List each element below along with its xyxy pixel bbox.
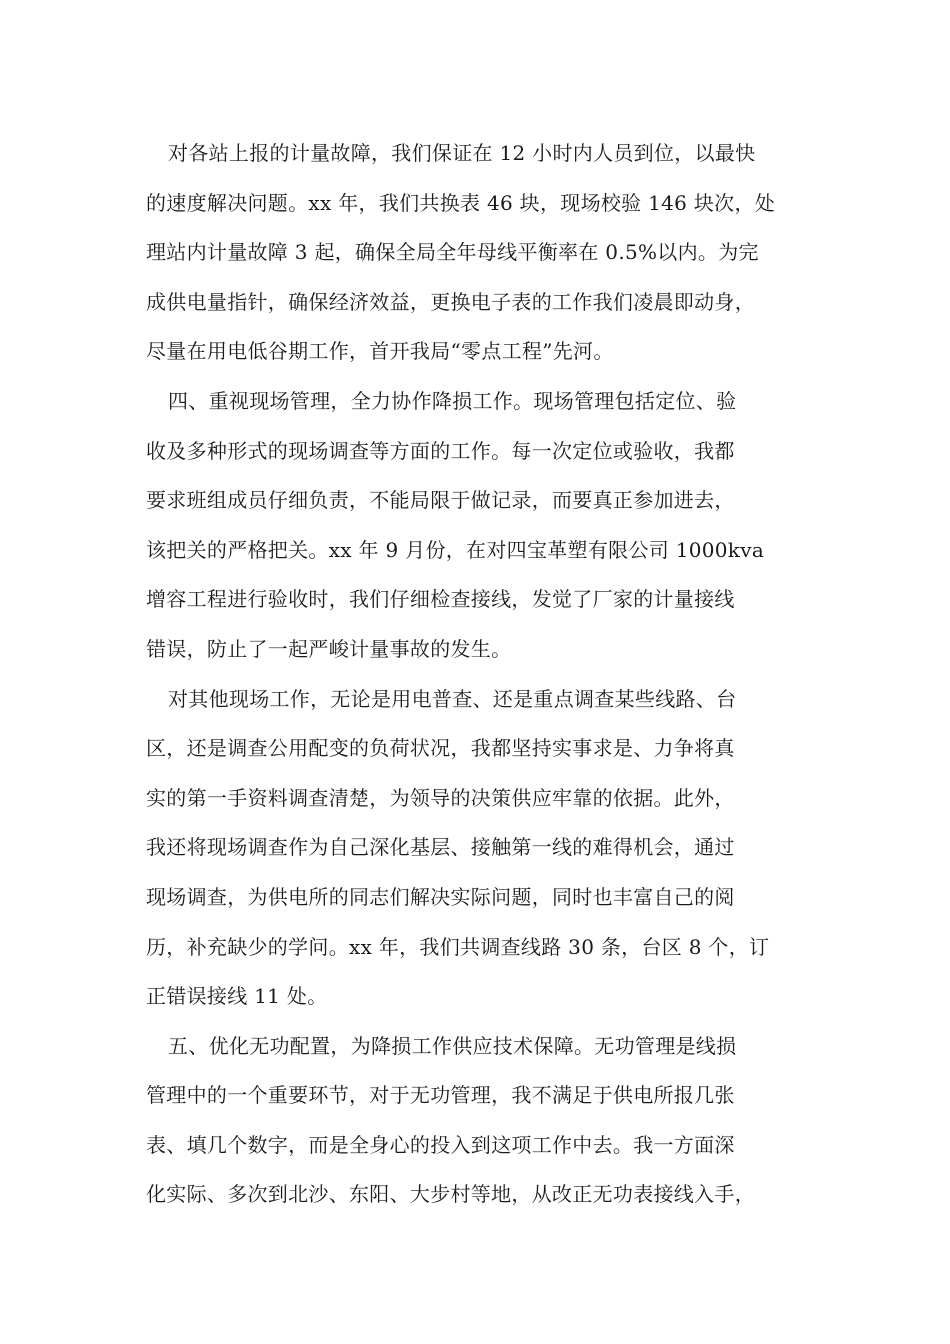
text-line: 正错误接线 11 处。 <box>146 984 328 1009</box>
text-line: 成供电量指针，确保经济效益，更换电子表的工作我们凌晨即动身， <box>146 289 755 314</box>
text-line: 增容工程进行验收时，我们仔细检查接线，发觉了厂家的计量接线 <box>146 587 735 612</box>
text-line: 要求班组成员仔细负责，不能局限于做记录，而要真正参加进去， <box>146 488 735 513</box>
text-line: 错误，防止了一起严峻计量事故的发生。 <box>146 636 512 661</box>
text-line: 对各站上报的计量故障，我们保证在 12 小时内人员到位，以最快 <box>168 141 756 165</box>
text-line: 尽量在用电低谷期工作，首开我局“零点工程”先河。 <box>146 339 614 364</box>
text-line: 四、重视现场管理，全力协作降损工作。现场管理包括定位、验 <box>168 388 737 413</box>
text-line: 该把关的严格把关。xx 年 9 月份，在对四宝革塑有限公司 1000kva <box>146 537 765 562</box>
text-line: 现场调查，为供电所的同志们解决实际问题，同时也丰富自己的阅 <box>146 884 735 909</box>
text-line: 的速度解决问题。xx 年，我们共换表 46 块，现场校验 146 块次，处 <box>146 190 776 215</box>
text-line: 收及多种形式的现场调查等方面的工作。每一次定位或验收，我都 <box>146 438 735 463</box>
text-line: 化实际、多次到北沙、东阳、大步村等地，从改正无功表接线入手， <box>146 1182 755 1207</box>
document-body <box>146 129 810 1220</box>
text-line: 我还将现场调查作为自己深化基层、接触第一线的难得机会，通过 <box>146 835 735 860</box>
paragraph-site-management <box>146 377 810 675</box>
paragraph-field-survey <box>146 675 810 1022</box>
paragraph-metering-faults <box>146 129 810 377</box>
text-line: 理站内计量故障 3 起，确保全局全年母线平衡率在 0.5%以内。为完 <box>146 240 759 265</box>
text-line: 五、优化无功配置，为降损工作供应技术保障。无功管理是线损 <box>168 1033 737 1058</box>
text-line: 管理中的一个重要环节，对于无功管理，我不满足于供电所报几张 <box>146 1083 735 1108</box>
text-line: 历，补充缺少的学问。xx 年，我们共调查线路 30 条，台区 8 个，订 <box>146 934 770 959</box>
text-line: 对其他现场工作，无论是用电普查、还是重点调查某些线路、台 <box>168 686 737 711</box>
text-line: 实的第一手资料调查清楚，为领导的决策供应牢靠的依据。此外， <box>146 785 735 810</box>
paragraph-reactive-power <box>146 1022 810 1220</box>
text-line: 表、填几个数字，而是全身心的投入到这项工作中去。我一方面深 <box>146 1132 735 1157</box>
text-line: 区，还是调查公用配变的负荷状况，我都坚持实事求是、力争将真 <box>146 736 735 761</box>
